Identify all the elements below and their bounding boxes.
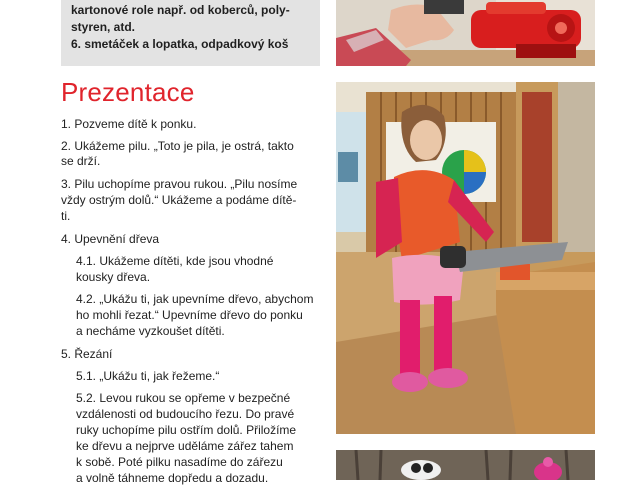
vise-photo <box>336 0 595 66</box>
outdoor-photo <box>336 450 595 480</box>
step-text: ruky uchopíme pilu ostřím dolů. Přiložíme <box>76 423 297 437</box>
step-text: 2. Ukážeme pilu. „Toto je pila, je ostrá, takto <box>61 139 294 153</box>
step-text: 1. Pozveme dítě k ponku. <box>61 117 197 131</box>
step-text: ho mohli řezat.“ Upevníme dřevo do ponku <box>76 308 303 322</box>
materials-box <box>61 0 320 66</box>
materials-line: kartonové role např. od koberců, poly- <box>71 3 290 17</box>
step-text: vzdálenosti od budoucího řezu. Do pravé <box>76 407 295 421</box>
materials-line: styren, atd. <box>71 20 136 34</box>
step-text: a volně táhneme dopředu a dozadu. <box>76 471 269 485</box>
step-text: 3. Pilu uchopíme pravou rukou. „Pilu nosíme <box>61 177 298 191</box>
step-text: a necháme vyzkoušet dítěti. <box>76 324 225 338</box>
step-text: se drží. <box>61 154 101 168</box>
child-sawing-photo <box>336 82 595 434</box>
section-heading: Prezentace <box>61 77 195 107</box>
step-text: ke dřevu a nejprve uděláme zářez tahem <box>76 439 294 453</box>
step-text: 5.2. Levou rukou se opřeme v bezpečné <box>76 391 291 405</box>
step-text: vždy ostrým dolů.“ Ukážeme a podáme dítě- <box>61 193 297 207</box>
step-text: 5.1. „Ukážu ti, jak řežeme.“ <box>76 369 220 383</box>
step-text: 4.2. „Ukážu ti, jak upevníme dřevo, abychom <box>76 292 314 306</box>
step-text: 4.1. Ukážeme dítěti, kde jsou vhodné <box>76 254 274 268</box>
step-text: 5. Řezání <box>61 347 113 361</box>
step-text: ti. <box>61 209 71 223</box>
step-text: 4. Upevnění dřeva <box>61 232 160 246</box>
materials-line: 6. smetáček a lopatka, odpadkový koš <box>71 37 289 51</box>
step-text: k sobě. Poté pilku nasadíme do zářezu <box>76 455 283 469</box>
step-text: kousky dřeva. <box>76 270 151 284</box>
